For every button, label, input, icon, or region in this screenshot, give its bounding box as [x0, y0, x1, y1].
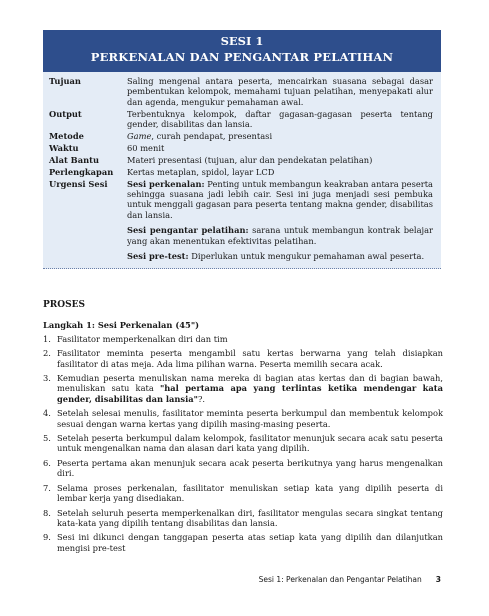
urgensi-text: Diperlukan untuk mengukur pemahaman awal peserta.	[188, 251, 425, 262]
running-title: Sesi 1: Perkenalan dan Pengantar Pelatihan	[258, 575, 422, 584]
item-text-b: ?.	[197, 393, 206, 404]
session-title: PERKENALAN DAN PENGANTAR PELATIHAN	[90, 50, 394, 64]
row-value: 60 menit	[127, 142, 165, 153]
item-text: Setelah seluruh peserta memperkenalkan diri, fasilitator mengulas secara singkat tentang kata-kata yang dipilih tentang disabilitas dan lansia.	[57, 507, 443, 528]
item-text: Setelah selesai menulis, fasilitator meminta peserta berkumpul dan membentuk kelompok sesuai dengan warna kertas yang dipilih masing-masing peserta.	[57, 408, 443, 429]
item-text-bold: "hal pertama apa yang terlintas ketika mendengar kata gender, disabilitas dan lansia"	[57, 383, 443, 404]
item-number: 8.	[43, 507, 51, 518]
row-metode	[49, 131, 433, 141]
item-number: 2.	[43, 348, 51, 359]
list-item	[43, 334, 443, 344]
urgensi-text: Penting untuk membangun keakraban antara peserta sehingga suasana jadi lebih cair. Sesi ini juga menjadi sesi pembuka untuk menggali gagasan para peserta tentang makna gender, disabilitas dan lansia.	[127, 178, 433, 220]
urgensi-lead: Sesi pre-test:	[127, 251, 189, 262]
urgensi-lead: Sesi perkenalan:	[127, 178, 205, 189]
row-value: Saling mengenal antara peserta, mencairkan suasana sebagai dasar pembentukan kelompok, memahami tujuan pelatihan, menyepakati alur dan agenda, mengukur pemahaman awal.	[127, 76, 433, 107]
proses-section	[43, 300, 443, 557]
page-number: 3	[435, 575, 441, 584]
row-label: Perlengkapan	[49, 166, 114, 177]
row-output	[49, 109, 433, 130]
row-value	[127, 131, 433, 141]
item-number: 7.	[43, 482, 51, 493]
row-label: Waktu	[49, 142, 79, 153]
row-value	[127, 179, 433, 262]
row-value: Terbentuknya kelompok, daftar gagasan-gagasan peserta tentang gender, disabilitas dan lansia.	[127, 108, 433, 130]
item-number: 5.	[43, 433, 51, 444]
row-label: Alat Bantu	[49, 154, 99, 165]
list-item	[43, 373, 443, 404]
list-item	[43, 483, 443, 504]
row-tujuan	[49, 76, 433, 107]
row-waktu	[49, 143, 433, 153]
list-item	[43, 433, 443, 454]
session-header	[43, 30, 441, 72]
metode-rest: , curah pendapat, presentasi	[151, 131, 273, 142]
row-label: Output	[49, 108, 82, 119]
item-number: 1.	[43, 333, 51, 344]
item-text-a: Kemudian peserta menuliskan nama mereka di bagian atas kertas dan di bagian bawah, menuliskan satu kata	[57, 373, 443, 394]
item-text: Fasilitator memperkenalkan diri dan tim	[57, 333, 228, 344]
item-number: 6.	[43, 457, 51, 468]
list-item	[43, 508, 443, 529]
row-perlengkapan	[49, 167, 433, 177]
list-item	[43, 458, 443, 479]
row-value: Materi presentasi (tujuan, alur dan pendekatan pelatihan)	[127, 154, 373, 165]
item-number: 4.	[43, 408, 51, 419]
step-list	[43, 334, 443, 553]
item-text: Fasilitator meminta peserta mengambil satu kertas berwarna yang telah disiapkan fasilitator di atas meja. Ada lima pilihan warna. Peserta memilih secara acak.	[57, 348, 443, 369]
row-alat-bantu	[49, 155, 433, 165]
urgensi-paragraph	[127, 251, 433, 261]
item-text	[57, 373, 443, 404]
session-number: SESI 1	[220, 34, 264, 48]
urgensi-paragraph	[127, 179, 433, 221]
urgensi-text: sarana untuk membangun kontrak belajar yang akan menentukan efektivitas pelatihan.	[127, 225, 433, 246]
item-number: 3.	[43, 373, 51, 384]
metode-italic: Game	[127, 131, 152, 142]
item-number: 9.	[43, 532, 51, 543]
row-label: Metode	[49, 131, 84, 142]
row-label: Urgensi Sesi	[49, 178, 108, 189]
section-heading: PROSES	[43, 300, 85, 310]
item-text: Sesi ini dikunci dengan tanggapan peserta atas setiap kata yang dipilih dan dilanjutkan mengisi pre-test	[57, 532, 443, 553]
session-details	[43, 72, 441, 269]
row-urgensi	[49, 179, 433, 262]
list-item	[43, 348, 443, 369]
item-text: Peserta pertama akan menunjuk secara acak peserta berikutnya yang harus mengenalkan diri.	[57, 457, 443, 479]
row-value: Kertas metaplan, spidol, layar LCD	[127, 166, 275, 177]
item-text: Setelah peserta berkumpul dalam kelompok, fasilitator menunjuk secara acak satu peserta untuk mengenalkan nama dan alasan dari kata yang dipilih.	[57, 433, 443, 454]
page-footer	[0, 575, 441, 584]
urgensi-paragraph	[127, 225, 433, 246]
urgensi-lead: Sesi pengantar pelatihan:	[127, 225, 249, 236]
list-item	[43, 532, 443, 553]
session-table	[43, 30, 441, 269]
list-item	[43, 408, 443, 429]
step-heading: Langkah 1: Sesi Perkenalan (45")	[43, 320, 200, 331]
row-label: Tujuan	[49, 76, 81, 86]
item-text: Selama proses perkenalan, fasilitator menuliskan setiap kata yang dipilih peserta di lembar kerja yang disediakan.	[57, 482, 443, 504]
